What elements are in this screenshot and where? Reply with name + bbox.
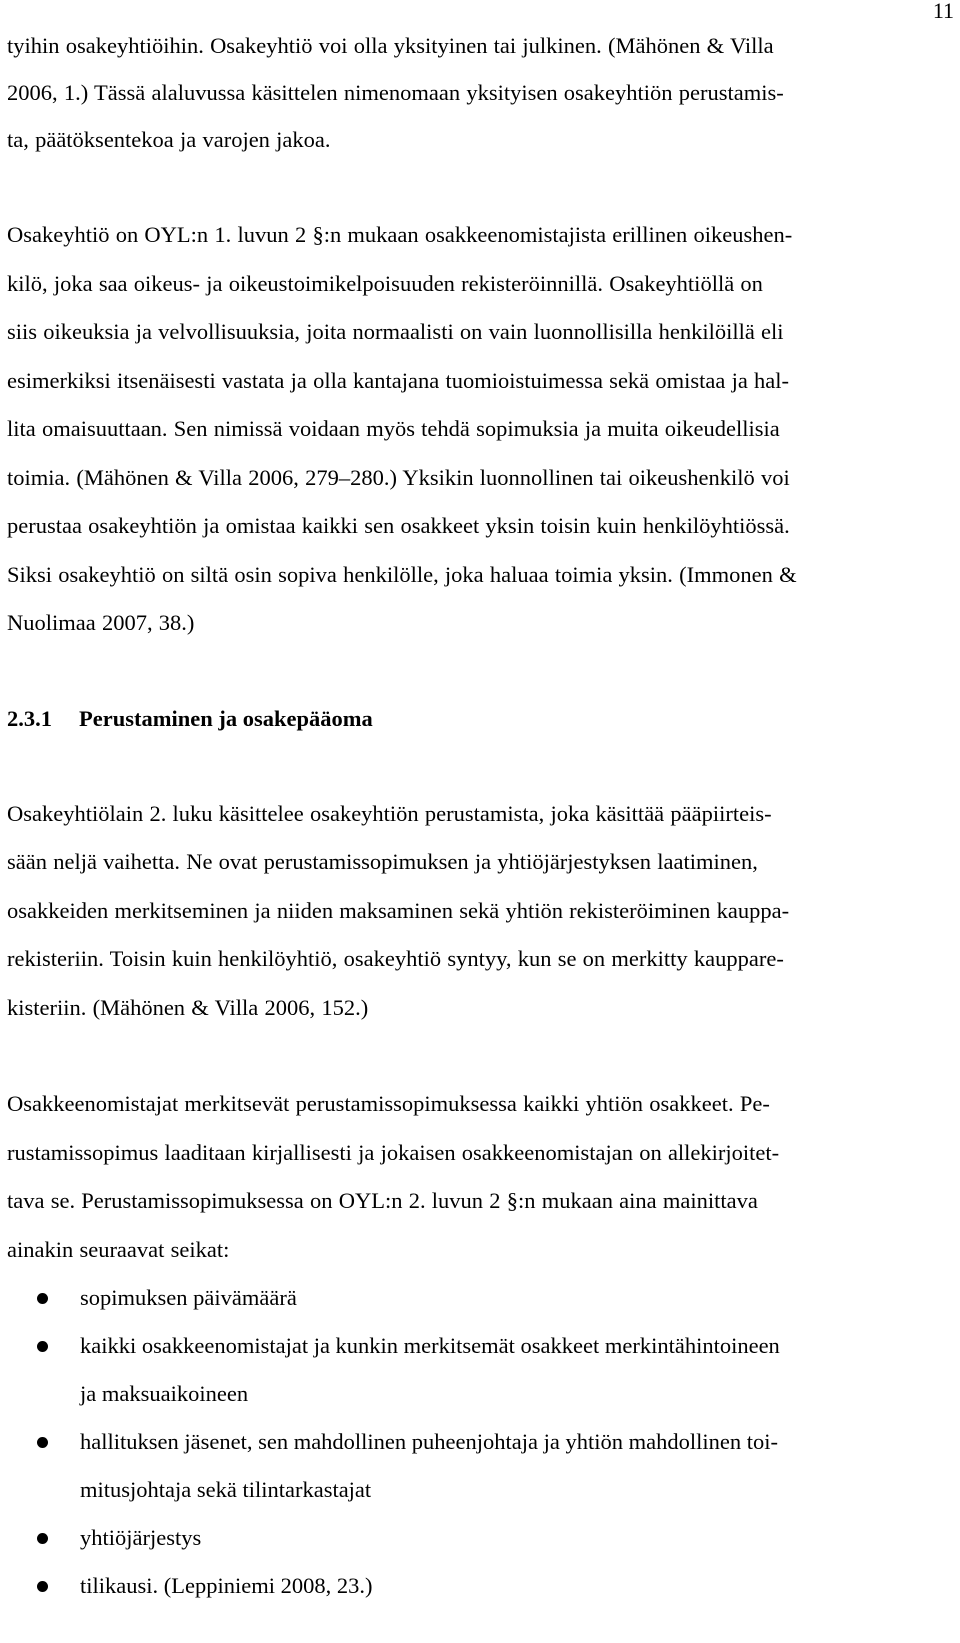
text-line: Osakkeenomistajat merkitsevät perustamissopimuksessa kaikki yhtiön osakkeet. Pe- (7, 1091, 770, 1116)
list-item (7, 1514, 947, 1562)
text-line: Nuolimaa 2007, 38.) (7, 610, 195, 635)
text-line: osakkeiden merkitseminen ja niiden maksaminen sekä yhtiön rekisteröiminen kauppa- (7, 897, 790, 923)
paragraph-intro-continuation (7, 22, 947, 163)
paragraph-legal-person (7, 211, 947, 648)
text-line: ta, päätöksentekoa ja varojen jakoa. (7, 127, 331, 152)
text-line: Osakeyhtiö on OYL:n 1. luvun 2 §:n mukaan osakkeenomistajista erillinen oikeushen- (7, 222, 793, 247)
text-line: mitusjohtaja sekä tilintarkastajat (80, 1477, 372, 1502)
section-number: 2.3.1 (7, 705, 52, 731)
text-line: toimia. (Mähönen & Villa 2006, 279–280.) Yksikin luonnollinen tai oikeushenkilö voi (7, 464, 790, 490)
paragraph-spacer (7, 648, 947, 695)
bullet-list (7, 1274, 947, 1610)
text-line: tilikausi. (Leppiniemi 2008, 23.) (80, 1573, 373, 1598)
section-heading (7, 695, 947, 743)
paragraph-spacer (7, 743, 947, 790)
section-title: Perustaminen ja osakepääoma (79, 705, 373, 731)
text-line: kilö, joka saa oikeus- ja oikeustoimikelpoisuuden rekisteröinnillä. Osakeyhtiöllä on (7, 270, 763, 296)
text-line: tyihin osakeyhtiöihin. Osakeyhtiö voi olla yksityinen tai julkinen. (Mähönen & Villa (7, 33, 774, 58)
text-line: Siksi osakeyhtiö on siltä osin sopiva henkilölle, joka haluaa toimia yksin. (Immonen & (7, 561, 797, 587)
bullet-icon (37, 1581, 48, 1592)
text-line: ja maksuaikoineen (80, 1381, 249, 1406)
text-line: yhtiöjärjestys (80, 1525, 202, 1550)
list-item (7, 1274, 947, 1322)
text-line: perustaa osakeyhtiön ja omistaa kaikki sen osakkeet yksin toisin kuin henkilöyhtiössä. (7, 513, 790, 538)
text-line: esimerkiksi itsenäisesti vastata ja olla kantajana tuomioistuimessa sekä omistaa ja hal- (7, 367, 790, 393)
bullet-icon (37, 1533, 48, 1544)
text-line: 2006, 1.) Tässä alaluvussa käsittelen nimenomaan yksityisen osakeyhtiön perustamis- (7, 80, 784, 105)
bullet-icon (37, 1437, 48, 1448)
text-line: rustamissopimus laaditaan kirjallisesti ja jokaisen osakkeenomistajan on allekirjoitet- (7, 1139, 780, 1165)
text-line: siis oikeuksia ja velvollisuuksia, joita normaalisti on vain luonnollisilla henkilöillä eli (7, 319, 784, 344)
list-item (7, 1562, 947, 1610)
paragraph-spacer (7, 163, 947, 211)
bullet-icon (37, 1341, 48, 1352)
list-item (7, 1322, 947, 1418)
page-number: 11 (932, 0, 954, 23)
paragraph-founding-agreement (7, 1080, 947, 1274)
text-line: lita omaisuuttaan. Sen nimissä voidaan myös tehdä sopimuksia ja muita oikeudellisia (7, 416, 780, 441)
text-line: kaikki osakkeenomistajat ja kunkin merkitsemät osakkeet merkintähintoineen (80, 1333, 780, 1358)
paragraph-spacer (7, 1032, 947, 1080)
document-body (7, 22, 947, 1610)
text-line: sään neljä vaihetta. Ne ovat perustamissopimuksen ja yhtiöjärjestyksen laatiminen, (7, 849, 758, 874)
text-line: kisteriin. (Mähönen & Villa 2006, 152.) (7, 994, 369, 1020)
paragraph-founding-phases (7, 790, 947, 1033)
text-line: Osakeyhtiölain 2. luku käsittelee osakeyhtiön perustamista, joka käsittää pääpiirteis- (7, 800, 772, 826)
text-line: hallituksen jäsenet, sen mahdollinen puheenjohtaja ja yhtiön mahdollinen toi- (80, 1429, 778, 1454)
text-line: ainakin seuraavat seikat: (7, 1236, 230, 1262)
text-line: sopimuksen päivämäärä (80, 1285, 297, 1310)
text-line: rekisteriin. Toisin kuin henkilöyhtiö, osakeyhtiö syntyy, kun se on merkitty kauppare- (7, 946, 784, 971)
bullet-icon (37, 1293, 48, 1304)
text-line: tava se. Perustamissopimuksessa on OYL:n 2. luvun 2 §:n mukaan aina mainittava (7, 1188, 758, 1213)
list-item (7, 1418, 947, 1514)
